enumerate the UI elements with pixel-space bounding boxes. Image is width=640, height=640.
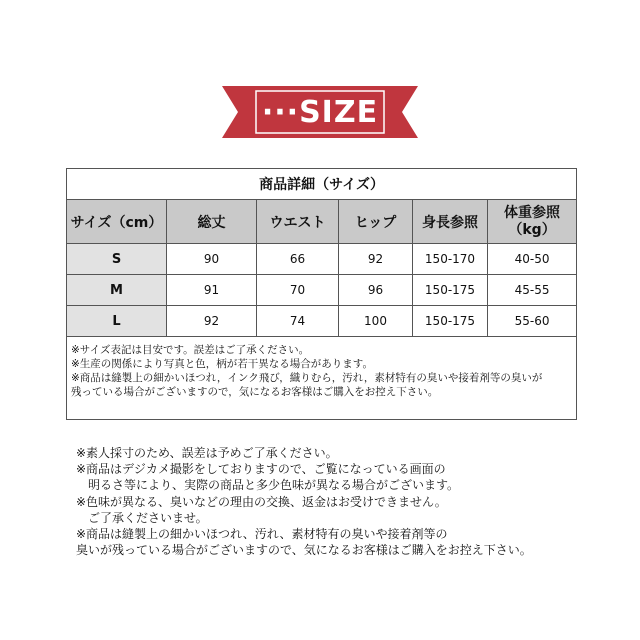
- cell-waist: 74: [257, 306, 339, 337]
- row-size-label: L: [67, 306, 167, 337]
- table-row: [67, 275, 577, 306]
- bottom-note: ※商品はデジカメ撮影をしておりますので、ご覧になっている画面の: [76, 462, 446, 477]
- table-row: [67, 244, 577, 275]
- bottom-note: ※色味が異なる、臭いなどの理由の交換、返金はお受けできません。: [76, 494, 447, 509]
- cell-height: 150-170: [413, 244, 488, 275]
- header-size: サイズ（cm）: [67, 200, 167, 244]
- cell-waist: 70: [257, 275, 339, 306]
- size-banner: [222, 86, 418, 138]
- table-note: ※商品は縫製上の細かいほつれ，インク飛び，織りむら，汚れ，素材特有の臭いや接着剤等の臭いが: [71, 372, 543, 384]
- cell-length: 92: [167, 306, 257, 337]
- table-note: ※サイズ表記は目安です。誤差はご了承ください。: [71, 344, 310, 356]
- table-row: [67, 306, 577, 337]
- cell-weight: 55-60: [488, 306, 577, 337]
- row-size-label: M: [67, 275, 167, 306]
- cell-weight: 45-55: [488, 275, 577, 306]
- cell-hip: 100: [339, 306, 413, 337]
- cell-hip: 96: [339, 275, 413, 306]
- cell-waist: 66: [257, 244, 339, 275]
- cell-length: 91: [167, 275, 257, 306]
- bottom-note: 明るさ等により、実際の商品と多少色味が異なる場合がございます。: [76, 478, 460, 493]
- table-title: 商品詳細（サイズ）: [67, 169, 577, 200]
- bottom-notes: [76, 445, 596, 558]
- bottom-note: 臭いが残っている場合がございますので、気になるお客様はご購入をお控え下さい。: [76, 543, 532, 558]
- cell-weight: 40-50: [488, 244, 577, 275]
- cell-length: 90: [167, 244, 257, 275]
- table-note: ※生産の関係により写真と色，柄が若干異なる場合があります。: [71, 358, 373, 370]
- bottom-note: ※素人採寸のため、誤差は予めご了承ください。: [76, 446, 338, 460]
- table-notes: [67, 337, 577, 420]
- table-note: 残っている場合がございますので，気になるお客様はご購入をお控え下さい。: [71, 386, 439, 398]
- bottom-note: ※商品は縫製上の細かいほつれ、汚れ、素材特有の臭いや接着剤等の: [76, 527, 448, 542]
- size-table: [66, 168, 577, 420]
- cell-hip: 92: [339, 244, 413, 275]
- header-hip: ヒップ: [339, 200, 413, 244]
- cell-height: 150-175: [413, 306, 488, 337]
- banner-title: ···SIZE: [261, 94, 379, 130]
- row-size-label: S: [67, 244, 167, 275]
- table-header-row: [67, 200, 577, 244]
- header-weight: 体重参照 （kg）: [488, 200, 577, 244]
- header-height: 身長参照: [413, 200, 488, 244]
- header-length: 総丈: [167, 200, 257, 244]
- header-waist: ウエスト: [257, 200, 339, 244]
- cell-height: 150-175: [413, 275, 488, 306]
- bottom-note: ご了承くださいませ。: [76, 510, 208, 525]
